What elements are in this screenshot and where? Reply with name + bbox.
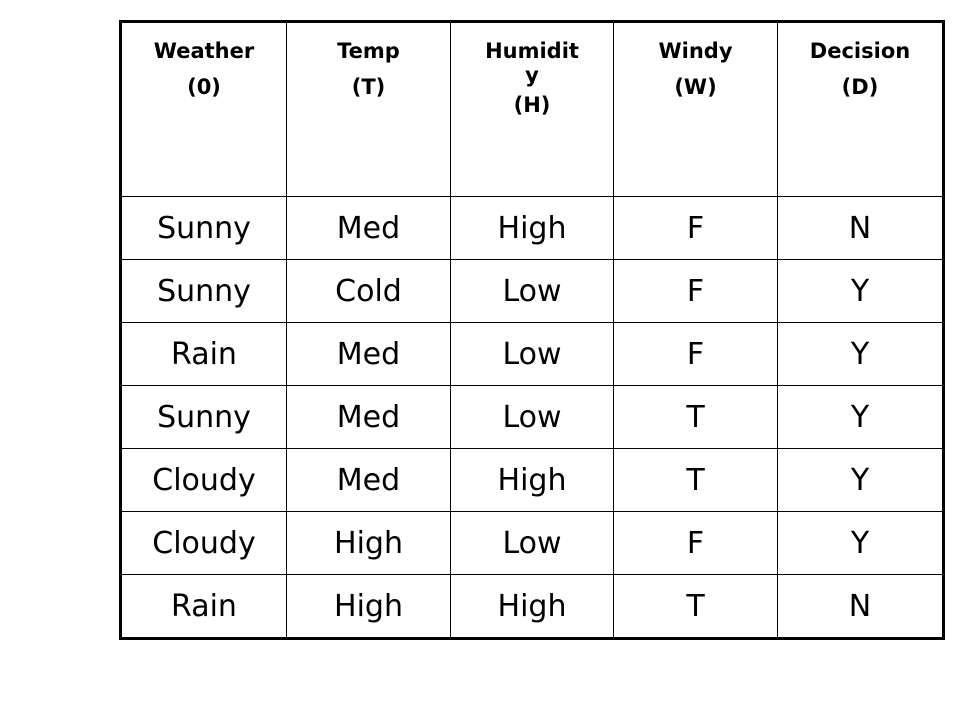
cell-decision: N — [778, 575, 944, 639]
cell-humidity: High — [451, 575, 614, 639]
cell-windy: F — [614, 260, 778, 323]
cell-decision: Y — [778, 386, 944, 449]
cell-temp: High — [287, 512, 451, 575]
table-row — [121, 260, 944, 323]
cell-weather: Rain — [121, 323, 287, 386]
header-weather-name: Weather — [153, 39, 255, 63]
cell-decision: Y — [778, 449, 944, 512]
table-row — [121, 323, 944, 386]
header-weather — [121, 22, 287, 197]
header-temp — [287, 22, 451, 197]
header-weather-symbol: (0) — [187, 75, 221, 99]
header-humidity — [451, 22, 614, 197]
cell-windy: T — [614, 449, 778, 512]
cell-humidity: Low — [451, 323, 614, 386]
table-row — [121, 197, 944, 260]
cell-weather: Rain — [121, 575, 287, 639]
cell-weather: Sunny — [121, 197, 287, 260]
cell-decision: Y — [778, 323, 944, 386]
header-decision-name: Decision — [809, 39, 911, 63]
table-row — [121, 512, 944, 575]
cell-weather: Sunny — [121, 386, 287, 449]
cell-decision: Y — [778, 512, 944, 575]
table-row — [121, 386, 944, 449]
cell-windy: F — [614, 323, 778, 386]
cell-weather: Sunny — [121, 260, 287, 323]
cell-temp: Cold — [287, 260, 451, 323]
table-row — [121, 575, 944, 639]
cell-weather: Cloudy — [121, 449, 287, 512]
cell-weather: Cloudy — [121, 512, 287, 575]
cell-humidity: High — [451, 449, 614, 512]
header-humidity-symbol: (H) — [513, 93, 551, 117]
decision-table — [119, 20, 945, 640]
cell-humidity: High — [451, 197, 614, 260]
cell-temp: Med — [287, 386, 451, 449]
header-humidity-name-part1: Humidit — [485, 39, 579, 63]
header-decision — [778, 22, 944, 197]
cell-humidity: Low — [451, 386, 614, 449]
header-temp-symbol: (T) — [351, 75, 386, 99]
cell-windy: F — [614, 197, 778, 260]
header-temp-name: Temp — [337, 39, 400, 63]
cell-temp: Med — [287, 323, 451, 386]
table-row — [121, 449, 944, 512]
header-windy-symbol: (W) — [674, 75, 717, 99]
header-humidity-name-part2: y — [525, 63, 539, 87]
cell-windy: T — [614, 575, 778, 639]
header-decision-symbol: (D) — [841, 75, 879, 99]
cell-temp: Med — [287, 197, 451, 260]
cell-temp: Med — [287, 449, 451, 512]
cell-decision: N — [778, 197, 944, 260]
cell-windy: T — [614, 386, 778, 449]
cell-humidity: Low — [451, 260, 614, 323]
header-windy — [614, 22, 778, 197]
cell-windy: F — [614, 512, 778, 575]
cell-decision: Y — [778, 260, 944, 323]
header-row — [121, 22, 944, 197]
cell-temp: High — [287, 575, 451, 639]
cell-humidity: Low — [451, 512, 614, 575]
header-windy-name: Windy — [658, 39, 733, 63]
